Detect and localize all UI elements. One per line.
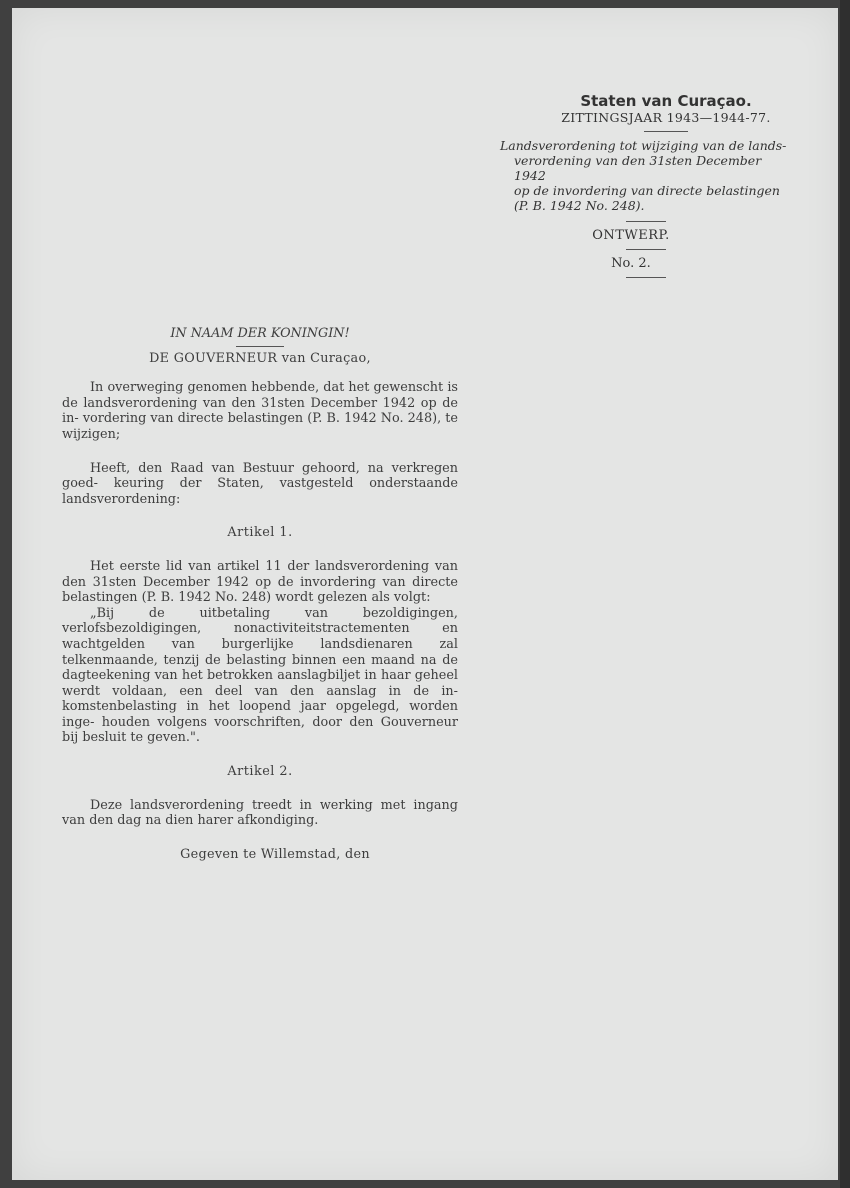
header-divider — [626, 277, 666, 278]
article-2-title: Artikel 2. — [227, 764, 293, 780]
quote-line: te geven.". — [130, 730, 200, 746]
quote-line: landsdienaren zal telkenmaande, tenzij de belasting binnen een — [62, 636, 458, 668]
scan-edge — [840, 0, 850, 1188]
assembly-title: Staten van Curaçao. — [580, 92, 752, 110]
preamble-line: wijzigen; — [62, 426, 121, 442]
document-header — [496, 92, 796, 284]
article-line: Deze landsverordening treedt in werking met ingang van — [62, 797, 458, 829]
closing-formula: Gegeven te Willemstad, den — [180, 846, 370, 862]
subject-line: verordening van den 31sten December 1942 — [514, 153, 762, 183]
header-divider — [626, 249, 666, 250]
quote-line: houden volgens voorschriften, door den Gouverneur bij besluit — [62, 714, 459, 746]
bill-subject — [496, 138, 796, 213]
draft-label: ONTWERP. — [592, 228, 670, 243]
header-divider — [644, 131, 688, 132]
bill-text — [62, 326, 458, 862]
quote-line: maand na de dagteekening van het betrokken aanslagbiljet in — [62, 652, 458, 684]
article-1-intro — [62, 559, 458, 606]
article-line: 31sten December 1942 op de invordering van directe belastingen — [62, 574, 458, 606]
enactment-line: keuring der Staten, vastgesteld onderstaande landsverordening: — [62, 476, 458, 507]
article-2-text — [62, 798, 458, 829]
article-line: den dag na dien harer afkondiging. — [89, 813, 319, 829]
article-line: (P. B. 1942 No. 248) wordt gelezen als volgt: — [141, 590, 431, 606]
governor-line: DE GOUVERNEUR van Curaçao, — [149, 350, 371, 366]
subject-line: op de invordering van directe belastingen — [514, 183, 780, 198]
preamble-line: de landsverordening van den 31sten December 1942 op de in- — [62, 395, 458, 427]
session-year: ZITTINGSJAAR 1943—1944-77. — [561, 110, 771, 125]
enactment-clause — [62, 461, 458, 508]
subject-line: (P. B. 1942 No. 248). — [514, 198, 645, 213]
preamble-line: vordering van directe belastingen (P. B. 1942 No. 248), te — [82, 411, 458, 427]
article-1-title: Artikel 1. — [227, 525, 293, 541]
article-1-quote — [62, 606, 458, 746]
quote-line: „Bij de uitbetaling van bezoldigingen, verlofsbezoldigingen, — [62, 605, 458, 637]
subject-line: Landsverordening tot wijziging van de lands- — [500, 138, 787, 153]
quote-line: nonactiviteitstractementen en wachtgelden van burgerlijke — [62, 621, 458, 652]
enactment-line: Heeft, den Raad van Bestuur gehoord, na verkregen goed- — [62, 460, 458, 492]
preamble — [62, 380, 458, 442]
header-divider — [626, 221, 666, 222]
invocation: IN NAAM DER KONINGIN! — [170, 326, 350, 341]
preamble-line: In overweging genomen hebbende, dat het gewenscht is — [90, 380, 458, 396]
quote-line: komstenbelasting in het loopend jaar opgelegd, worden inge- — [62, 699, 458, 730]
quote-line: haar geheel werdt voldaan, een deel van den aanslag in de in- — [62, 668, 458, 699]
document-page — [12, 8, 838, 1180]
bill-number: No. 2. — [611, 256, 651, 271]
article-line: Het eerste lid van artikel 11 der landsverordening van den — [62, 558, 458, 590]
invocation-divider — [236, 346, 284, 347]
